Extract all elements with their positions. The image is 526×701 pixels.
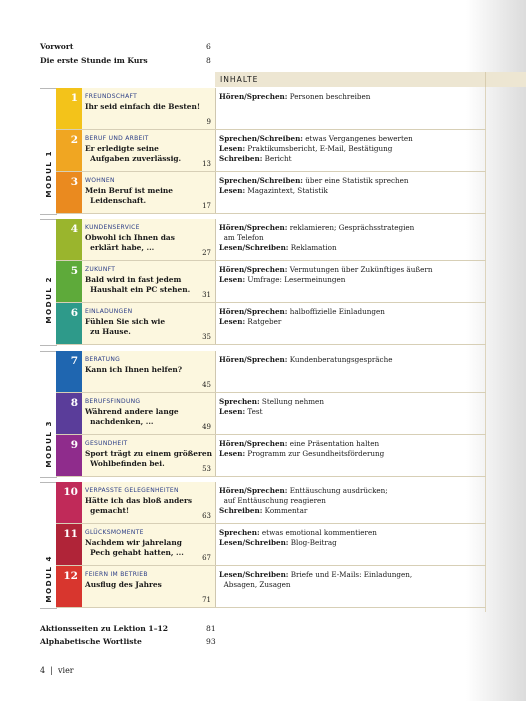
module-4-label: MODUL 4 xyxy=(44,555,53,603)
lesson-contents-cell xyxy=(215,435,486,476)
content-line xyxy=(219,580,290,590)
row-divider xyxy=(56,344,486,345)
skill-text: etwas Vergangenes bewerten xyxy=(302,134,413,143)
content-line xyxy=(219,154,291,164)
entry-page: 8 xyxy=(206,56,211,65)
skill-label: Sprechen: xyxy=(219,528,260,537)
skill-text: etwas emotional kommentieren xyxy=(259,528,377,537)
skill-text: Bericht xyxy=(262,154,292,163)
footer-page-word: vier xyxy=(57,666,74,675)
skill-text: Programm zur Gesundheitsförderung xyxy=(245,449,385,458)
lesson-color-strip xyxy=(56,393,82,434)
lesson-row[interactable] xyxy=(56,172,526,213)
lesson-title-cell xyxy=(82,130,215,171)
skill-text: Umfrage: Lesermeinungen xyxy=(245,275,346,284)
lesson-number: 7 xyxy=(70,355,78,367)
skill-text: am Telefon xyxy=(219,233,264,242)
skill-label: Lesen: xyxy=(219,407,246,416)
lesson-page: 45 xyxy=(202,381,211,389)
content-line xyxy=(219,144,392,154)
lesson-contents-cell xyxy=(215,303,486,344)
skill-label: Sprechen/Schreiben: xyxy=(219,176,303,185)
skill-label: Hören/Sprechen: xyxy=(219,92,288,101)
lesson-number: 10 xyxy=(63,486,78,498)
toc-entry-aktionsseiten[interactable] xyxy=(40,624,216,633)
lesson-color-strip xyxy=(56,88,82,129)
skill-text: Kommentar xyxy=(262,506,308,515)
lesson-title-cell xyxy=(82,172,215,213)
lesson-category: EINLADUNGEN xyxy=(85,308,133,315)
lesson-category: BERATUNG xyxy=(85,356,121,363)
entry-label: Aktionsseiten zu Lektion 1–12 xyxy=(40,624,169,633)
lesson-page: 63 xyxy=(202,512,211,520)
entry-page: 93 xyxy=(206,637,216,646)
lesson-contents-cell xyxy=(215,219,486,260)
lesson-title: Ihr seid einfach die Besten! xyxy=(85,102,201,111)
skill-text: über eine Statistik sprechen xyxy=(302,176,409,185)
lesson-row[interactable] xyxy=(56,130,526,171)
lesson-row[interactable] xyxy=(56,261,526,302)
skill-label: Lesen/Schreiben: xyxy=(219,538,289,547)
skill-label: Hören/Sprechen: xyxy=(219,355,288,364)
skill-label: Lesen/Schreiben: xyxy=(219,243,289,252)
lesson-number: 6 xyxy=(70,307,78,319)
lesson-number: 5 xyxy=(70,265,78,277)
skill-text: Magazintext, Statistik xyxy=(245,186,328,195)
lesson-row[interactable] xyxy=(56,393,526,434)
footer-page-number: 4 xyxy=(40,666,46,675)
lesson-color-strip xyxy=(56,482,82,523)
content-line xyxy=(219,407,262,417)
skill-label: Hören/Sprechen: xyxy=(219,223,288,232)
lesson-contents-cell xyxy=(215,88,486,129)
skill-text: Blog-Beitrag xyxy=(288,538,337,547)
skill-label: Lesen: xyxy=(219,186,246,195)
lesson-category: GESUNDHEIT xyxy=(85,440,128,447)
lesson-title-cell xyxy=(82,88,215,129)
lesson-row[interactable] xyxy=(56,524,526,565)
lesson-contents-cell xyxy=(215,261,486,302)
skill-text: auf Enttäuschung reagieren xyxy=(219,496,326,505)
lesson-title-cell xyxy=(82,435,215,476)
content-line xyxy=(219,355,392,365)
lesson-title-cell xyxy=(82,524,215,565)
content-line xyxy=(219,397,324,407)
lesson-row[interactable] xyxy=(56,351,526,392)
toc-entry-wortliste[interactable] xyxy=(40,637,216,646)
skill-text: Ratgeber xyxy=(245,317,282,326)
entry-label: Die erste Stunde im Kurs xyxy=(40,56,148,65)
lesson-page: 49 xyxy=(202,423,211,431)
content-line xyxy=(219,265,432,275)
lesson-title: Nachdem wir jahrelang Pech gehabt hatten, ... xyxy=(85,538,184,557)
skill-label: Schreiben: xyxy=(219,506,263,515)
skill-label: Hören/Sprechen: xyxy=(219,486,288,495)
lesson-title-cell xyxy=(82,261,215,302)
content-line xyxy=(219,506,307,516)
lesson-title: Mein Beruf ist meine Leidenschaft. xyxy=(85,186,173,205)
skill-label: Lesen: xyxy=(219,449,246,458)
footer-separator: | xyxy=(50,666,53,675)
lesson-category: BERUFSFINDUNG xyxy=(85,398,141,405)
lesson-title-cell xyxy=(82,303,215,344)
skill-label: Lesen: xyxy=(219,144,246,153)
lesson-contents-cell xyxy=(215,130,486,171)
lesson-title-cell xyxy=(82,566,215,607)
content-line xyxy=(219,439,379,449)
content-line xyxy=(219,486,388,496)
skill-text: halboffizielle Einladungen xyxy=(287,307,385,316)
lesson-row[interactable] xyxy=(56,566,526,607)
lesson-number: 11 xyxy=(63,528,78,540)
lesson-number: 12 xyxy=(63,570,78,582)
skill-text: Briefe und E-Mails: Einladungen, xyxy=(288,570,413,579)
content-line xyxy=(219,275,345,285)
page-footer xyxy=(40,666,74,675)
skill-label: Lesen: xyxy=(219,317,246,326)
lesson-color-strip xyxy=(56,130,82,171)
lesson-category: GLÜCKSMOMENTE xyxy=(85,529,144,536)
lesson-title: Während andere lange nachdenken, ... xyxy=(85,407,179,426)
entry-page: 81 xyxy=(206,624,216,633)
skill-label: Hören/Sprechen: xyxy=(219,307,288,316)
skill-text: Kundenberatungsgespräche xyxy=(287,355,393,364)
skill-label: Sprechen: xyxy=(219,397,260,406)
lesson-contents-cell xyxy=(215,566,486,607)
lesson-title: Sport trägt zu einem größeren Wohlbefinden bei. xyxy=(85,449,212,468)
lesson-color-strip xyxy=(56,219,82,260)
lesson-number: 8 xyxy=(70,397,78,409)
lesson-title-cell xyxy=(82,351,215,392)
lesson-row[interactable] xyxy=(56,219,526,260)
lesson-category: KUNDENSERVICE xyxy=(85,224,140,231)
contents-header-label: INHALTE xyxy=(220,75,259,84)
lesson-row[interactable] xyxy=(56,88,526,129)
content-line xyxy=(219,233,264,243)
lesson-page: 31 xyxy=(202,291,211,299)
lesson-color-strip xyxy=(56,261,82,302)
lesson-page: 13 xyxy=(202,160,211,168)
lesson-contents-cell xyxy=(215,393,486,434)
lesson-title: Obwohl ich Ihnen das erklärt habe, ... xyxy=(85,233,175,252)
lesson-page: 35 xyxy=(202,333,211,341)
contents-header xyxy=(215,72,526,87)
module-2-label: MODUL 2 xyxy=(44,276,53,324)
lesson-color-strip xyxy=(56,351,82,392)
lesson-title: Er erledigte seine Aufgaben zuverlässig. xyxy=(85,144,182,163)
lesson-title-cell xyxy=(82,219,215,260)
lesson-page: 53 xyxy=(202,465,211,473)
lesson-category: FREUNDSCHAFT xyxy=(85,93,138,100)
skill-text: Enttäuschung ausdrücken; xyxy=(287,486,388,495)
lesson-page: 9 xyxy=(206,118,211,126)
module-1-label: MODUL 1 xyxy=(44,150,53,198)
toc-entry-vorwort[interactable] xyxy=(40,42,211,51)
skill-label: Lesen: xyxy=(219,275,246,284)
skill-text: eine Präsentation halten xyxy=(287,439,380,448)
content-line xyxy=(219,92,370,102)
skill-text: Test xyxy=(245,407,263,416)
lesson-category: WOHNEN xyxy=(85,177,115,184)
content-line xyxy=(219,307,385,317)
lesson-category: VERPASSTE GELEGENHEITEN xyxy=(85,487,179,494)
lesson-title-cell xyxy=(82,393,215,434)
entry-label: Vorwort xyxy=(40,42,74,51)
lesson-row[interactable] xyxy=(56,482,526,523)
lesson-color-strip xyxy=(56,566,82,607)
skill-text: Stellung nehmen xyxy=(259,397,324,406)
lesson-contents-cell xyxy=(215,351,486,392)
lesson-page: 67 xyxy=(202,554,211,562)
lesson-row[interactable] xyxy=(56,303,526,344)
lesson-title: Hätte ich das bloß anders gemacht! xyxy=(85,496,192,515)
skill-text: Absagen, Zusagen xyxy=(219,580,291,589)
skill-text: Praktikumsbericht, E-Mail, Bestätigung xyxy=(245,144,393,153)
skill-text: Reklamation xyxy=(288,243,337,252)
skill-label: Hören/Sprechen: xyxy=(219,265,288,274)
content-line xyxy=(219,134,413,144)
lesson-color-strip xyxy=(56,172,82,213)
lesson-page: 27 xyxy=(202,249,211,257)
entry-page: 6 xyxy=(206,42,211,51)
lesson-color-strip xyxy=(56,524,82,565)
lesson-color-strip xyxy=(56,303,82,344)
row-divider xyxy=(56,476,486,477)
lesson-number: 1 xyxy=(70,92,78,104)
skill-text: reklamieren; Gesprächsstrategien xyxy=(287,223,415,232)
skill-text: Personen beschreiben xyxy=(287,92,371,101)
lesson-category: BERUF UND ARBEIT xyxy=(85,135,149,142)
lesson-color-strip xyxy=(56,435,82,476)
content-line xyxy=(219,243,337,253)
lesson-title: Bald wird in fast jedem Haushalt ein PC stehen. xyxy=(85,275,191,294)
lesson-number: 3 xyxy=(70,176,78,188)
skill-label: Lesen/Schreiben: xyxy=(219,570,289,579)
header-divider xyxy=(485,72,486,87)
lesson-category: FEIERN IM BETRIEB xyxy=(85,571,148,578)
skill-label: Schreiben: xyxy=(219,154,263,163)
lesson-page: 71 xyxy=(202,596,211,604)
skill-text: Vermutungen über Zukünftiges äußern xyxy=(287,265,433,274)
module-3-label: MODUL 3 xyxy=(44,420,53,468)
lesson-page: 17 xyxy=(202,202,211,210)
content-line xyxy=(219,317,281,327)
lesson-title: Ausflug des Jahres xyxy=(85,580,162,589)
row-divider xyxy=(56,213,486,214)
lesson-contents-cell xyxy=(215,524,486,565)
lesson-contents-cell xyxy=(215,172,486,213)
lesson-row[interactable] xyxy=(56,435,526,476)
lesson-number: 4 xyxy=(70,223,78,235)
skill-label: Sprechen/Schreiben: xyxy=(219,134,303,143)
skill-label: Hören/Sprechen: xyxy=(219,439,288,448)
content-line xyxy=(219,449,384,459)
lesson-number: 9 xyxy=(70,439,78,451)
content-line xyxy=(219,570,412,580)
content-line xyxy=(219,186,328,196)
lesson-title: Fühlen Sie sich wie zu Hause. xyxy=(85,317,166,336)
lesson-number: 2 xyxy=(70,134,78,146)
lesson-category: ZUKUNFT xyxy=(85,266,116,273)
row-divider xyxy=(56,607,486,608)
lesson-contents-cell xyxy=(215,482,486,523)
entry-label: Alphabetische Wortliste xyxy=(40,637,142,646)
content-line xyxy=(219,176,409,186)
content-line xyxy=(219,496,326,506)
content-line xyxy=(219,538,337,548)
lesson-title-cell xyxy=(82,482,215,523)
content-line xyxy=(219,223,414,233)
lesson-title: Kann ich Ihnen helfen? xyxy=(85,365,183,374)
toc-entry-erste-stunde[interactable] xyxy=(40,56,211,65)
content-line xyxy=(219,528,377,538)
